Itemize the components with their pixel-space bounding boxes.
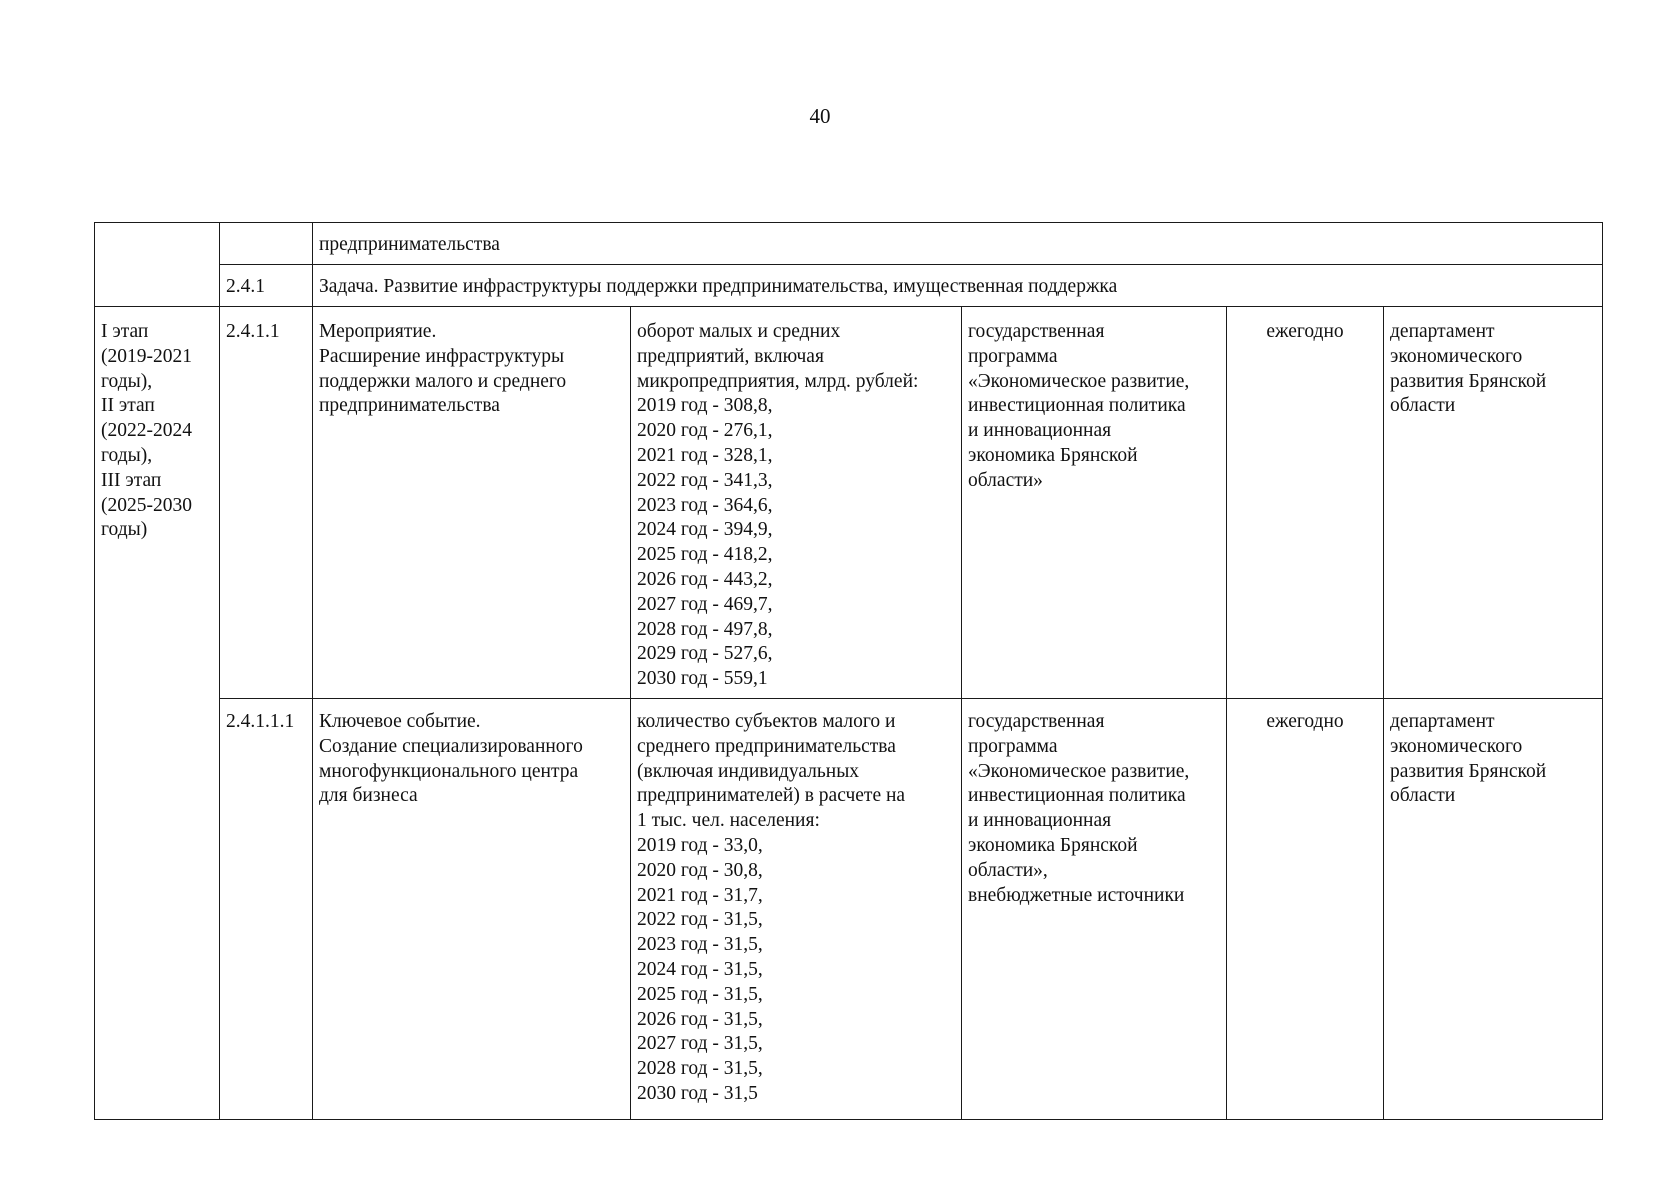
event-responsible: департамент экономического развития Брянской области <box>1384 699 1603 1120</box>
plan-table <box>94 222 1603 1120</box>
activity-code: 2.4.1.1 <box>220 307 313 699</box>
event-indicator: количество субъектов малого и среднего предпринимательства (включая индивидуальных предпринимателей) в расчете на 1 тыс. чел. населения: 2019 год - 33,0, 2020 год - 30,8, 2021 год - 31,7, 2022 год - 31,5, 2023 год - 31,5, 2024 год - 31,5, 2025 год - 31,5, 2026 год - 31,5, 2027 год - 31,5, 2028 год - 31,5, 2030 год - 31,5 <box>631 699 962 1120</box>
activity-period: ежегодно <box>1227 307 1384 699</box>
event-funding-source: государственная программа «Экономическое развитие, инвестиционная политика и инновационная экономика Брянской области», внебюджетные источники <box>962 699 1227 1120</box>
event-name: Ключевое событие. Создание специализированного многофункционального центра для бизнеса <box>313 699 631 1120</box>
page-number: 40 <box>809 104 831 128</box>
event-code: 2.4.1.1.1 <box>220 699 313 1120</box>
empty-code-cell <box>220 223 313 265</box>
activity-funding-source: государственная программа «Экономическое развитие, инвестиционная политика и инновационная экономика Брянской области» <box>962 307 1227 699</box>
table-row <box>95 699 1603 1120</box>
stages-cell: I этап (2019-2021 годы), II этап (2022-2024 годы), III этап (2025-2030 годы) <box>95 307 220 1120</box>
table-row <box>95 307 1603 699</box>
activity-indicator: оборот малых и средних предприятий, включая микропредприятия, млрд. рублей: 2019 год - 308,8, 2020 год - 276,1, 2021 год - 328,1, 2022 год - 341,3, 2023 год - 364,6, 2024 год - 394,9, 2025 год - 418,2, 2026 год - 443,2, 2027 год - 469,7, 2028 год - 497,8, 2029 год - 527,6, 2030 год - 559,1 <box>631 307 962 699</box>
activity-responsible: департамент экономического развития Брянской области <box>1384 307 1603 699</box>
event-period: ежегодно <box>1227 699 1384 1120</box>
task-title: Задача. Развитие инфраструктуры поддержки предпринимательства, имущественная поддержка <box>313 265 1603 307</box>
table-row <box>95 265 1603 307</box>
empty-stage-cell <box>95 223 220 307</box>
table-row <box>95 223 1603 265</box>
activity-name: Мероприятие. Расширение инфраструктуры поддержки малого и среднего предпринимательства <box>313 307 631 699</box>
section-title-continuation: предпринимательства <box>313 223 1603 265</box>
task-code: 2.4.1 <box>220 265 313 307</box>
